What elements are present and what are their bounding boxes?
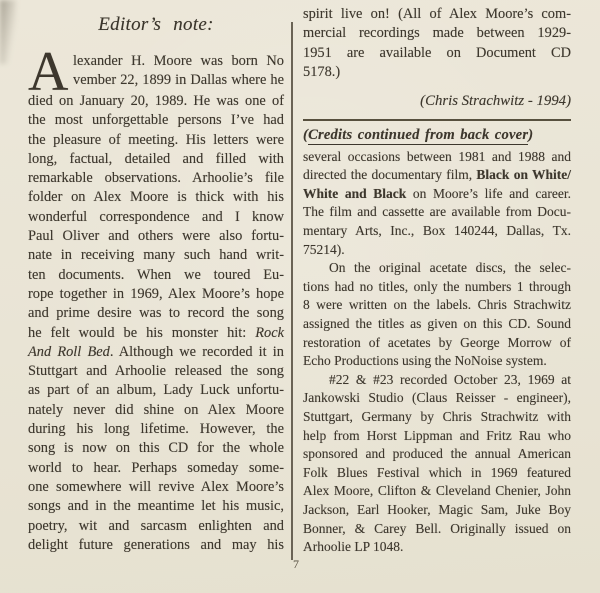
text-line: the pleasure of meeting. His letters were	[28, 131, 284, 148]
text-line: folder on Alex Moore is thick with his	[28, 189, 284, 206]
text-line: Echo Productions using the NoNoise system.	[303, 353, 547, 369]
text-line: restoration of acetates by George Morrow of	[303, 334, 571, 350]
text-line: several occasions between 1981 and 1988 and	[303, 148, 571, 164]
text-line: lexander H. Moore was born No	[73, 53, 284, 69]
text-line: he felt would be his monster hit: Rock	[28, 324, 284, 341]
text-line: Arhoolie LP 1048.	[303, 539, 404, 555]
text-line: ten documents. When we toured Eu-	[28, 266, 284, 283]
text-line: long, factual, detailed and filled with	[28, 150, 284, 167]
text-line: directed the documentary film, Black on White/	[303, 167, 571, 183]
text-line: remarkable observations. Arhoolie’s file	[28, 170, 284, 187]
text-line: the most unforgettable persons I’ve had	[28, 112, 284, 129]
text-line: delight future generations and may his	[28, 536, 284, 553]
text-line: songs and in the meantime let his music,	[28, 498, 284, 515]
text-line: Stuttgart, Germany by Chris Strachwitz with	[303, 408, 571, 424]
text-line: And Roll Bed. Although we recorded it in	[28, 343, 284, 360]
text-line: song is now on this CD for the whole	[28, 440, 284, 457]
text-line: 8 were written on the labels. Chris Strachwitz	[303, 297, 571, 313]
text-line: as part of an album, Lady Luck unfortu-	[28, 382, 284, 399]
text-line: 5178.)	[303, 64, 341, 81]
right-column	[303, 5, 571, 557]
text-line: Jackson, Earl Hooker, Magic Sam, Juke Boy	[303, 501, 571, 517]
text-line: Stuttgart and Arhoolie released the song	[28, 363, 284, 380]
text-line: Folk Blues Festival which in 1969 featured	[303, 464, 571, 480]
text-line: help from Horst Lippman and Fritz Rau who	[303, 427, 571, 443]
text-line: Jankowski Studio (Claus Reisser - engineer),	[303, 390, 571, 406]
text-line: and prime desire was to record the song	[28, 305, 284, 322]
text-line: 1951 are available on Document CD	[303, 44, 571, 61]
byline: (Chris Strachwitz - 1994)	[420, 92, 571, 109]
text-line: 75214).	[303, 241, 345, 257]
left-column	[28, 14, 284, 555]
text-line: The film and cassette are available from Docu-	[303, 204, 571, 220]
text-line: assigned the titles as given on this CD. Sound	[303, 315, 571, 331]
text-line: nately never did shine on Alex Moore	[28, 401, 284, 418]
text-line: spirit live on! (All of Alex Moore’s com-	[303, 6, 571, 22]
styled-text: White and Black	[303, 185, 407, 201]
credits-heading-close-paren: )	[528, 126, 534, 143]
scan-edge-shadow	[0, 0, 16, 64]
text-line: Paul Oliver and others were also fortu-	[28, 228, 284, 245]
page-number: 7	[293, 557, 299, 571]
editors-note-continuation	[303, 5, 571, 83]
text-line: Bonner, & Carey Bell. Originally issued on	[303, 520, 571, 536]
text-line: White and Black on Moore’s life and career.	[303, 185, 571, 201]
text-line: nate in receiving many such hand writ-	[28, 247, 284, 264]
text-line: mentary Arts, Inc., Box 140244, Dallas, Tx.	[303, 223, 571, 238]
text-line: during his long lifetime. However, the	[28, 421, 284, 438]
text-line: world to hear. Perhaps someday some-	[28, 459, 284, 476]
opening-lines	[73, 52, 284, 92]
styled-text: Black on White/	[476, 167, 571, 183]
text-line: On the original acetate discs, the selec-	[329, 260, 571, 276]
styled-text: And Roll Bed	[28, 343, 110, 360]
text-line: #22 & #23 recorded October 23, 1969 at	[329, 371, 571, 387]
styled-text: Rock	[255, 324, 284, 341]
credits-heading-text: Credits continued from back cover	[308, 126, 529, 143]
dropcap-letter: A	[28, 41, 69, 103]
text-line: wonderful correspondence and I know	[28, 208, 284, 225]
column-divider	[291, 22, 293, 560]
text-line: Alex Moore, Clifton & Cleveland Chenier, John	[303, 483, 571, 499]
editors-note-heading: Editor’s note:	[98, 14, 214, 35]
text-line: vember 22, 1899 in Dallas where he	[73, 72, 284, 89]
left-column-text	[28, 92, 284, 555]
credits-heading-open-paren: (	[303, 126, 309, 143]
credits-text	[303, 148, 571, 557]
horizontal-rule	[303, 119, 571, 121]
text-line: died on January 20, 1989. He was one of	[28, 93, 284, 109]
text-line: tions had no titles, only the numbers 1 through	[303, 278, 571, 294]
text-line: one somewhere will revive Alex Moore’s	[28, 478, 284, 495]
text-line: mercial recordings made between 1929-	[303, 25, 571, 42]
text-line: sponsored and produced the annual American	[303, 446, 571, 462]
text-line: rope together in 1969, Alex Moore’s hope	[28, 285, 284, 302]
text-line: poetry, wit and sarcasm enlighten and	[28, 517, 284, 534]
credits-heading	[303, 127, 571, 144]
